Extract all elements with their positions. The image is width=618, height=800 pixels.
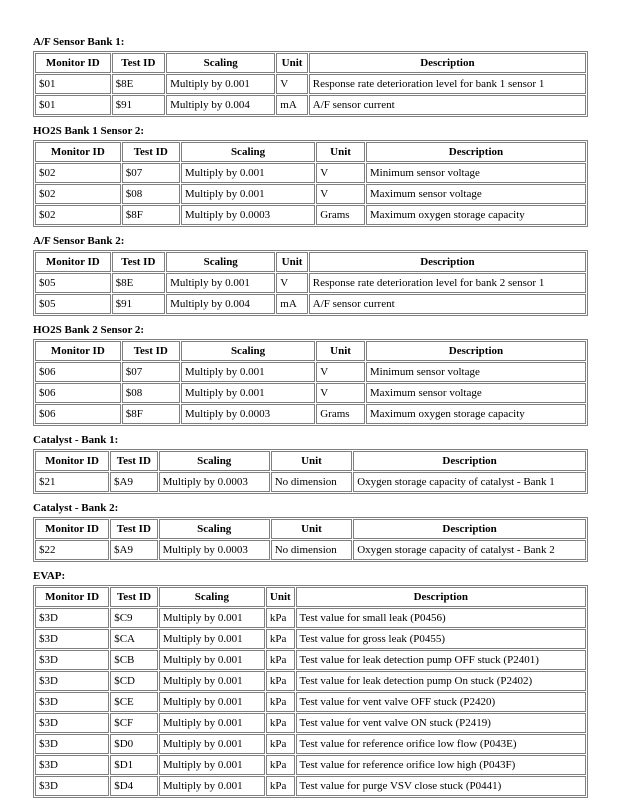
cell-description: Response rate deterioration level for bank 1 sensor 1 bbox=[309, 74, 586, 94]
cell-monitor-id: $01 bbox=[35, 95, 111, 115]
cell-monitor-id: $06 bbox=[35, 404, 121, 424]
section-a-f-sensor-bank-2 bbox=[33, 235, 588, 316]
section-title: Catalyst - Bank 2: bbox=[33, 502, 119, 514]
column-header-description: Description bbox=[366, 341, 586, 361]
column-header-description: Description bbox=[296, 587, 586, 607]
cell-unit: kPa bbox=[266, 629, 295, 649]
cell-description: Maximum oxygen storage capacity bbox=[366, 205, 586, 225]
cell-description: Minimum sensor voltage bbox=[366, 362, 586, 382]
cell-unit: V bbox=[276, 273, 307, 293]
table-row bbox=[35, 734, 586, 754]
cell-description: Test value for vent valve OFF stuck (P2420) bbox=[296, 692, 586, 712]
cell-description: Maximum sensor voltage bbox=[366, 383, 586, 403]
column-header-unit: Unit bbox=[316, 142, 365, 162]
cell-description: Test value for gross leak (P0455) bbox=[296, 629, 586, 649]
column-header-description: Description bbox=[353, 451, 586, 471]
column-header-unit: Unit bbox=[271, 451, 352, 471]
cell-scaling: Multiply by 0.001 bbox=[181, 184, 315, 204]
cell-description: Minimum sensor voltage bbox=[366, 163, 586, 183]
column-header-description: Description bbox=[309, 252, 586, 272]
cell-monitor-id: $02 bbox=[35, 163, 121, 183]
data-table bbox=[33, 449, 588, 494]
column-header-test-id: Test ID bbox=[112, 252, 166, 272]
cell-monitor-id: $05 bbox=[35, 273, 111, 293]
cell-scaling: Multiply by 0.001 bbox=[159, 650, 265, 670]
cell-scaling: Multiply by 0.0003 bbox=[181, 205, 315, 225]
cell-test-id: $CB bbox=[110, 650, 158, 670]
cell-unit: kPa bbox=[266, 734, 295, 754]
cell-scaling: Multiply by 0.001 bbox=[159, 629, 265, 649]
cell-scaling: Multiply by 0.001 bbox=[159, 671, 265, 691]
column-header-scaling: Scaling bbox=[159, 587, 265, 607]
cell-test-id: $D4 bbox=[110, 776, 158, 796]
cell-test-id: $8E bbox=[112, 74, 166, 94]
cell-unit: Grams bbox=[316, 205, 365, 225]
cell-unit: V bbox=[316, 163, 365, 183]
cell-scaling: Multiply by 0.004 bbox=[166, 95, 275, 115]
cell-unit: mA bbox=[276, 95, 307, 115]
cell-scaling: Multiply by 0.001 bbox=[159, 776, 265, 796]
column-header-test-id: Test ID bbox=[122, 341, 180, 361]
data-table bbox=[33, 51, 588, 117]
cell-test-id: $8F bbox=[122, 404, 180, 424]
cell-test-id: $D0 bbox=[110, 734, 158, 754]
cell-test-id: $CD bbox=[110, 671, 158, 691]
section-title: A/F Sensor Bank 2: bbox=[33, 235, 125, 247]
table-row bbox=[35, 163, 586, 183]
header-row bbox=[35, 341, 586, 361]
cell-monitor-id: $02 bbox=[35, 205, 121, 225]
table-row bbox=[35, 273, 586, 293]
column-header-monitor-id: Monitor ID bbox=[35, 252, 111, 272]
column-header-monitor-id: Monitor ID bbox=[35, 587, 109, 607]
cell-monitor-id: $3D bbox=[35, 671, 109, 691]
cell-description: Test value for leak detection pump On stuck (P2402) bbox=[296, 671, 586, 691]
section-ho2s-bank-1-sensor-2 bbox=[33, 125, 588, 227]
column-header-unit: Unit bbox=[276, 53, 307, 73]
cell-unit: kPa bbox=[266, 755, 295, 775]
table-row bbox=[35, 629, 586, 649]
column-header-scaling: Scaling bbox=[166, 53, 275, 73]
section-catalyst-bank-1 bbox=[33, 434, 588, 494]
data-table bbox=[33, 339, 588, 426]
cell-test-id: $91 bbox=[112, 95, 166, 115]
cell-description: Response rate deterioration level for bank 2 sensor 1 bbox=[309, 273, 586, 293]
data-table bbox=[33, 585, 588, 798]
table-row bbox=[35, 205, 586, 225]
cell-unit: kPa bbox=[266, 650, 295, 670]
column-header-unit: Unit bbox=[271, 519, 352, 539]
cell-description: Test value for small leak (P0456) bbox=[296, 608, 586, 628]
section-title: EVAP: bbox=[33, 570, 66, 582]
cell-scaling: Multiply by 0.001 bbox=[181, 163, 315, 183]
table-row bbox=[35, 540, 586, 560]
column-header-test-id: Test ID bbox=[122, 142, 180, 162]
cell-unit: kPa bbox=[266, 671, 295, 691]
table-row bbox=[35, 755, 586, 775]
column-header-description: Description bbox=[353, 519, 586, 539]
table-row bbox=[35, 383, 586, 403]
cell-test-id: $A9 bbox=[110, 472, 158, 492]
column-header-unit: Unit bbox=[266, 587, 295, 607]
cell-unit: mA bbox=[276, 294, 307, 314]
column-header-unit: Unit bbox=[276, 252, 307, 272]
cell-scaling: Multiply by 0.0003 bbox=[159, 472, 270, 492]
table-row bbox=[35, 362, 586, 382]
table-row bbox=[35, 294, 586, 314]
cell-unit: No dimension bbox=[271, 540, 352, 560]
section-catalyst-bank-2 bbox=[33, 502, 588, 562]
cell-scaling: Multiply by 0.001 bbox=[181, 362, 315, 382]
column-header-monitor-id: Monitor ID bbox=[35, 341, 121, 361]
column-header-monitor-id: Monitor ID bbox=[35, 519, 109, 539]
cell-monitor-id: $3D bbox=[35, 692, 109, 712]
data-table bbox=[33, 140, 588, 227]
cell-monitor-id: $06 bbox=[35, 362, 121, 382]
cell-scaling: Multiply by 0.001 bbox=[181, 383, 315, 403]
column-header-test-id: Test ID bbox=[110, 519, 158, 539]
cell-scaling: Multiply by 0.004 bbox=[166, 294, 275, 314]
cell-monitor-id: $01 bbox=[35, 74, 111, 94]
cell-unit: kPa bbox=[266, 608, 295, 628]
table-row bbox=[35, 608, 586, 628]
table-row bbox=[35, 404, 586, 424]
cell-monitor-id: $3D bbox=[35, 650, 109, 670]
cell-test-id: $07 bbox=[122, 362, 180, 382]
cell-unit: V bbox=[276, 74, 307, 94]
header-row bbox=[35, 252, 586, 272]
cell-description: Test value for purge VSV close stuck (P0441) bbox=[296, 776, 586, 796]
cell-scaling: Multiply by 0.001 bbox=[166, 74, 275, 94]
column-header-test-id: Test ID bbox=[112, 53, 166, 73]
cell-monitor-id: $3D bbox=[35, 776, 109, 796]
cell-monitor-id: $3D bbox=[35, 608, 109, 628]
section-a-f-sensor-bank-1 bbox=[33, 36, 588, 117]
table-row bbox=[35, 713, 586, 733]
table-row bbox=[35, 74, 586, 94]
cell-scaling: Multiply by 0.001 bbox=[159, 755, 265, 775]
table-row bbox=[35, 692, 586, 712]
cell-description: Maximum sensor voltage bbox=[366, 184, 586, 204]
cell-description: Maximum oxygen storage capacity bbox=[366, 404, 586, 424]
column-header-description: Description bbox=[309, 53, 586, 73]
cell-monitor-id: $06 bbox=[35, 383, 121, 403]
cell-scaling: Multiply by 0.001 bbox=[159, 608, 265, 628]
cell-description: Oxygen storage capacity of catalyst - Bank 1 bbox=[353, 472, 586, 492]
cell-unit: V bbox=[316, 383, 365, 403]
section-ho2s-bank-2-sensor-2 bbox=[33, 324, 588, 426]
column-header-scaling: Scaling bbox=[159, 519, 270, 539]
cell-test-id: $91 bbox=[112, 294, 166, 314]
data-table bbox=[33, 517, 588, 562]
cell-unit: V bbox=[316, 184, 365, 204]
cell-test-id: $08 bbox=[122, 383, 180, 403]
cell-monitor-id: $21 bbox=[35, 472, 109, 492]
column-header-scaling: Scaling bbox=[181, 341, 315, 361]
cell-monitor-id: $02 bbox=[35, 184, 121, 204]
cell-monitor-id: $3D bbox=[35, 629, 109, 649]
cell-unit: kPa bbox=[266, 776, 295, 796]
cell-description: Test value for reference orifice low high (P043F) bbox=[296, 755, 586, 775]
table-row bbox=[35, 776, 586, 796]
cell-test-id: $07 bbox=[122, 163, 180, 183]
column-header-description: Description bbox=[366, 142, 586, 162]
cell-test-id: $C9 bbox=[110, 608, 158, 628]
cell-unit: Grams bbox=[316, 404, 365, 424]
cell-unit: V bbox=[316, 362, 365, 382]
cell-scaling: Multiply by 0.0003 bbox=[159, 540, 270, 560]
header-row bbox=[35, 142, 586, 162]
cell-test-id: $8F bbox=[122, 205, 180, 225]
column-header-monitor-id: Monitor ID bbox=[35, 142, 121, 162]
column-header-monitor-id: Monitor ID bbox=[35, 53, 111, 73]
column-header-scaling: Scaling bbox=[166, 252, 275, 272]
cell-test-id: $CA bbox=[110, 629, 158, 649]
cell-monitor-id: $05 bbox=[35, 294, 111, 314]
section-title: HO2S Bank 1 Sensor 2: bbox=[33, 125, 145, 137]
section-title: HO2S Bank 2 Sensor 2: bbox=[33, 324, 145, 336]
header-row bbox=[35, 451, 586, 471]
cell-description: Test value for leak detection pump OFF stuck (P2401) bbox=[296, 650, 586, 670]
section-title: A/F Sensor Bank 1: bbox=[33, 36, 125, 48]
table-row bbox=[35, 184, 586, 204]
cell-unit: No dimension bbox=[271, 472, 352, 492]
column-header-scaling: Scaling bbox=[159, 451, 270, 471]
cell-test-id: $08 bbox=[122, 184, 180, 204]
cell-test-id: $8E bbox=[112, 273, 166, 293]
column-header-test-id: Test ID bbox=[110, 451, 158, 471]
cell-test-id: $CF bbox=[110, 713, 158, 733]
column-header-unit: Unit bbox=[316, 341, 365, 361]
cell-scaling: Multiply by 0.001 bbox=[159, 692, 265, 712]
cell-monitor-id: $3D bbox=[35, 713, 109, 733]
cell-monitor-id: $3D bbox=[35, 755, 109, 775]
cell-monitor-id: $22 bbox=[35, 540, 109, 560]
cell-description: Test value for vent valve ON stuck (P2419) bbox=[296, 713, 586, 733]
cell-test-id: $A9 bbox=[110, 540, 158, 560]
cell-scaling: Multiply by 0.001 bbox=[166, 273, 275, 293]
cell-description: A/F sensor current bbox=[309, 95, 586, 115]
data-table bbox=[33, 250, 588, 316]
cell-description: Test value for reference orifice low flow (P043E) bbox=[296, 734, 586, 754]
cell-scaling: Multiply by 0.001 bbox=[159, 734, 265, 754]
table-row bbox=[35, 650, 586, 670]
table-row bbox=[35, 671, 586, 691]
table-row bbox=[35, 95, 586, 115]
cell-scaling: Multiply by 0.001 bbox=[159, 713, 265, 733]
header-row bbox=[35, 53, 586, 73]
cell-test-id: $D1 bbox=[110, 755, 158, 775]
cell-description: A/F sensor current bbox=[309, 294, 586, 314]
column-header-monitor-id: Monitor ID bbox=[35, 451, 109, 471]
section-title: Catalyst - Bank 1: bbox=[33, 434, 119, 446]
cell-description: Oxygen storage capacity of catalyst - Bank 2 bbox=[353, 540, 586, 560]
column-header-test-id: Test ID bbox=[110, 587, 158, 607]
cell-unit: kPa bbox=[266, 692, 295, 712]
table-row bbox=[35, 472, 586, 492]
section-evap bbox=[33, 570, 588, 798]
cell-monitor-id: $3D bbox=[35, 734, 109, 754]
column-header-scaling: Scaling bbox=[181, 142, 315, 162]
cell-test-id: $CE bbox=[110, 692, 158, 712]
cell-scaling: Multiply by 0.0003 bbox=[181, 404, 315, 424]
header-row bbox=[35, 519, 586, 539]
cell-unit: kPa bbox=[266, 713, 295, 733]
header-row bbox=[35, 587, 586, 607]
